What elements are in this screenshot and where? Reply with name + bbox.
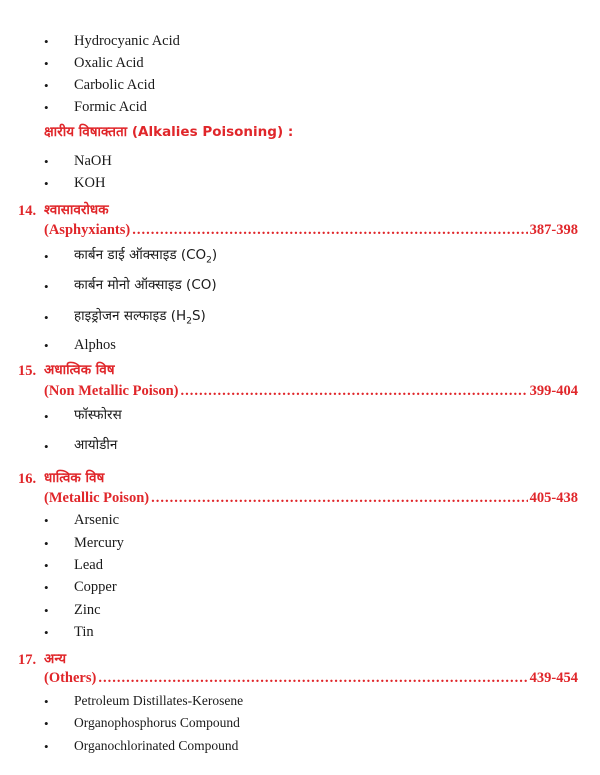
toc-entry[interactable] xyxy=(44,382,578,400)
section-title-hindi: धात्विक विष xyxy=(44,470,105,486)
bullet-icon: • xyxy=(44,739,49,754)
list-item: Copper xyxy=(74,579,117,595)
bullet-icon: • xyxy=(44,176,49,191)
bullet-icon: • xyxy=(44,279,49,294)
section-title-english: (Asphyxiants) xyxy=(44,222,131,238)
list-item: फॉस्फोरस xyxy=(74,407,122,423)
bullet-icon: • xyxy=(44,409,49,424)
bullet-icon: • xyxy=(44,513,49,528)
list-item: Formic Acid xyxy=(74,99,147,115)
bullet-icon: • xyxy=(44,310,49,325)
bullet-icon: • xyxy=(44,536,49,551)
bullet-icon: • xyxy=(44,34,49,49)
bullet-icon: • xyxy=(44,580,49,595)
list-item: Zinc xyxy=(74,602,101,618)
page-range: 405-438 xyxy=(529,490,578,506)
list-item: Petroleum Distillates-Kerosene xyxy=(74,693,244,708)
section-title-hindi: अधात्विक विष xyxy=(44,362,115,378)
page-range: 399-404 xyxy=(529,383,578,399)
list-item: Oxalic Acid xyxy=(74,55,144,71)
section-number: 14. xyxy=(18,203,37,219)
dot-leader xyxy=(151,489,528,507)
section-number: 17. xyxy=(18,652,37,668)
section-title-hindi: अन्य xyxy=(44,651,67,667)
dot-leader xyxy=(132,221,527,239)
bullet-icon: • xyxy=(44,716,49,731)
list-item: Arsenic xyxy=(74,512,120,528)
dot-leader xyxy=(98,669,527,687)
list-item: NaOH xyxy=(74,153,112,169)
bullet-icon: • xyxy=(44,558,49,573)
alkalies-heading: क्षारीय विषाक्तता (Alkalies Poisoning) : xyxy=(44,124,294,140)
toc-entry[interactable] xyxy=(44,669,578,687)
bullet-icon: • xyxy=(44,439,49,454)
bullet-icon: • xyxy=(44,154,49,169)
list-item: Hydrocyanic Acid xyxy=(74,33,180,49)
bullet-icon: • xyxy=(44,78,49,93)
bullet-icon: • xyxy=(44,56,49,71)
list-item: कार्बन मोनो ऑक्साइड (CO) xyxy=(74,277,217,293)
list-item: कार्बन डाई ऑक्साइड $(CO_2)$ xyxy=(74,247,218,266)
list-item: KOH xyxy=(74,175,106,191)
list-item: Carbolic Acid xyxy=(74,77,155,93)
page-range: 439-454 xyxy=(529,670,578,686)
section-title-english: (Metallic Poison) xyxy=(44,490,150,506)
dot-leader xyxy=(181,382,528,400)
bullet-icon: • xyxy=(44,249,49,264)
bullet-icon: • xyxy=(44,338,49,353)
bullet-icon: • xyxy=(44,694,49,709)
list-item: Alphos xyxy=(74,337,116,353)
toc-entry[interactable] xyxy=(44,221,578,239)
section-title-english: (Non Metallic Poison) xyxy=(44,383,179,399)
toc-entry[interactable] xyxy=(44,489,578,507)
list-item: आयोडीन xyxy=(74,437,118,453)
bullet-icon: • xyxy=(44,603,49,618)
list-item: Organochlorinated Compound xyxy=(74,738,239,753)
list-item: Mercury xyxy=(74,535,124,551)
list-item: Tin xyxy=(74,624,94,640)
list-item: Lead xyxy=(74,557,103,573)
section-title-english: (Others) xyxy=(44,670,97,686)
section-number: 16. xyxy=(18,471,37,487)
section-number: 15. xyxy=(18,363,37,379)
list-item: Organophosphorus Compound xyxy=(74,715,240,730)
section-title-hindi: श्वासावरोधक xyxy=(44,202,109,218)
page-range: 387-398 xyxy=(529,222,578,238)
bullet-icon: • xyxy=(44,100,49,115)
list-item: हाइड्रोजन सल्फाइड $(H_2S)$ xyxy=(74,308,206,327)
bullet-icon: • xyxy=(44,625,49,640)
